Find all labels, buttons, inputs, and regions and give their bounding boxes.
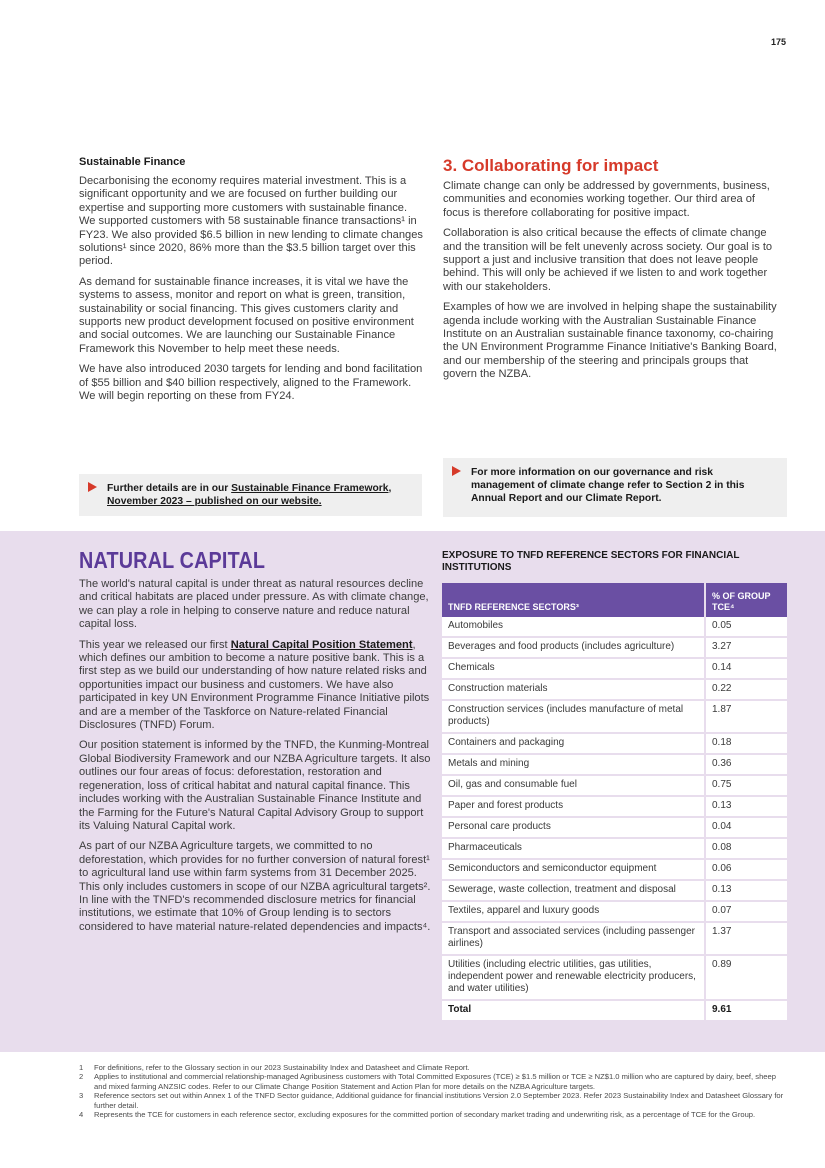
sustainable-finance-framework-link[interactable]: Sustainable Finance Framework, November 2023 – published on our website. (107, 483, 392, 507)
footnote-number: 4 (79, 1110, 84, 1120)
sector-cell: Transport and associated services (including passenger airlines) (442, 922, 705, 955)
sector-cell: Utilities (including electric utilities, gas utilities, independent power and renewable electricity producers, and water utilities) (442, 955, 705, 1000)
sector-cell: Paper and forest products (442, 796, 705, 817)
sector-cell: Chemicals (442, 658, 705, 679)
footnote-text: For definitions, refer to the Glossary section in our 2023 Sustainability Index and Datasheet and Climate Report. (94, 1063, 470, 1072)
natural-capital-paragraph-1: The world's natural capital is under threat as natural resources decline and critical habitats are placed under pressure. As with climate change, we can play a role in helping to conserve nature and reduce natural capital loss. (79, 578, 429, 631)
sustainable-finance-heading: Sustainable Finance (79, 156, 186, 168)
sustainable-finance-paragraph-2: As demand for sustainable finance increases, it is vital we have the systems to assess, monitor and report on what is green, transition, sustainability or social financing. This gives customers clarity and supports new product development focused on positive environment and social outcomes. We are launching our Sustainable Finance Framework this November to help meet these needs. (79, 275, 414, 355)
footnote (79, 1072, 789, 1091)
sustainable-finance-paragraph-1: Decarbonising the economy requires material investment. This is a significant opportunity and we are focused on further building our expertise and supporting more customers with sustainable finance. We supported customers with 58 sustainable finance transactions¹ in FY23. We also provided $6.5 billion in new lending to climate changes solutions¹ since 2020, 86% more than the $3.5 billion target over this period. (79, 175, 423, 268)
table-total-row (442, 1000, 787, 1021)
collaborating-section (443, 156, 783, 389)
table-row (442, 817, 787, 838)
red-arrow-icon (452, 466, 461, 476)
footnote-number: 2 (79, 1072, 84, 1082)
natural-capital-position-statement-link[interactable]: Natural Capital Position Statement (230, 638, 413, 651)
callout-text: Further details are in our (107, 483, 232, 494)
footnote-number: 3 (79, 1091, 84, 1101)
tce-value-cell: 0.07 (705, 901, 787, 922)
collaborating-paragraph-3: Examples of how we are involved in helping shape the sustainability agenda include working with the Australian Sustainable Finance Institute on an Australian sustainable finance taxonomy, co-chairing the UN Environment Programme Finance Initiative's Banking Board, and our membership of the steering and principals groups that govern the NZBA. (443, 301, 777, 381)
page-number: 175 (770, 37, 786, 47)
sector-cell: Containers and packaging (442, 733, 705, 754)
tce-value-cell: 0.36 (705, 754, 787, 775)
paragraph-text: , which defines our ambition to become a nature positive bank. This is a first step as we build our understanding of how nature related risks and opportunities impact our business and customers. We have also participated in key UN Environment Programme Finance Initiative pilots and are a member of the Taskforce on Nature-related Financial Disclosures (TNFD) Forum. (79, 638, 430, 732)
table-row (442, 859, 787, 880)
sector-cell: Beverages and food products (includes agriculture) (442, 637, 705, 658)
table-row (442, 754, 787, 775)
table-row (442, 637, 787, 658)
sector-cell: Metals and mining (442, 754, 705, 775)
sustainable-finance-section (79, 156, 424, 411)
tnfd-exposure-table (442, 583, 787, 1022)
tce-value-cell: 0.89 (705, 955, 787, 1000)
table-title: EXPOSURE TO TNFD REFERENCE SECTORS FOR FINANCIAL INSTITUTIONS (442, 550, 740, 573)
footnote-text: Reference sectors set out within Annex 1 of the TNFD Sector guidance, Additional guidance for financial institutions Version 2.0 September 2023. Refer 2023 Sustainability Index and Datasheet Glossary for further detail. (94, 1091, 784, 1110)
sustainable-finance-callout (79, 474, 422, 516)
sector-cell: Automobiles (442, 617, 705, 637)
governance-callout-text: For more information on our governance and risk management of climate change refer to Section 2 in this Annual Report and our Climate Report. (471, 467, 745, 504)
collaborating-paragraph-2: Collaboration is also critical because the effects of climate change and the transition will be felt unevenly across society. Our goal is to support a just and inclusive transition that does not leave people behind. This will only be achieved if we listen to and work together with our stakeholders. (443, 227, 773, 293)
tce-value-cell: 0.04 (705, 817, 787, 838)
sector-cell: Construction materials (442, 679, 705, 700)
column-header-sectors: TNFD REFERENCE SECTORS³ (442, 583, 705, 617)
footnote (79, 1110, 789, 1119)
collaborating-paragraph-1: Climate change can only be addressed by governments, business, communities and economies working together. Our third area of focus is therefore collaborating for positive impact. (443, 180, 770, 219)
table-row (442, 775, 787, 796)
tce-value-cell: 0.14 (705, 658, 787, 679)
table-row (442, 796, 787, 817)
tce-value-cell: 3.27 (705, 637, 787, 658)
table-row (442, 679, 787, 700)
total-value: 9.61 (705, 1000, 787, 1021)
table-row (442, 617, 787, 637)
tce-value-cell: 0.13 (705, 880, 787, 901)
tce-value-cell: 0.06 (705, 859, 787, 880)
table-row (442, 955, 787, 1000)
table-row (442, 838, 787, 859)
tce-value-cell: 0.05 (705, 617, 787, 637)
governance-callout (443, 458, 787, 517)
footnotes (79, 1063, 789, 1119)
tce-value-cell: 0.75 (705, 775, 787, 796)
natural-capital-heading: NATURAL CAPITAL (79, 547, 266, 573)
sector-cell: Pharmaceuticals (442, 838, 705, 859)
sector-cell: Semiconductors and semiconductor equipment (442, 859, 705, 880)
natural-capital-paragraph-2 (79, 639, 432, 733)
sector-cell: Construction services (includes manufacture of metal products) (442, 700, 705, 733)
footnote (79, 1091, 789, 1110)
tce-value-cell: 0.08 (705, 838, 787, 859)
footnote (79, 1063, 789, 1072)
footnote-text: Applies to institutional and commercial relationship-managed Agribusiness customers with Total Committed Exposures (TCE) ≥ $1.5 million or TCE ≥ NZ$1.0 million who are captured by dairy, beef, sheep and mixed farming ANZSIC codes. Refer to our Climate Change Position Statement and Action Plan for more details on the NZBA Agriculture targets. (94, 1072, 776, 1091)
footnote-number: 1 (79, 1063, 84, 1072)
tce-value-cell: 0.13 (705, 796, 787, 817)
natural-capital-paragraph-3: Our position statement is informed by the TNFD, the Kunming-Montreal Global Biodiversity Framework and our NZBA Agriculture targets. It also outlines our four areas of focus: deforestation, restoration and regeneration, loss of critical habitat and natural capital finance. This includes working with the Australian Sustainable Finance Institute and the Farming for the Future's Natural Capital Advisory Group to support its Valuing Natural Capital work. (79, 739, 431, 832)
tce-value-cell: 0.18 (705, 733, 787, 754)
table-row (442, 700, 787, 733)
tce-value-cell: 1.37 (705, 922, 787, 955)
tce-value-cell: 1.87 (705, 700, 787, 733)
total-label: Total (442, 1000, 705, 1021)
sector-cell: Oil, gas and consumable fuel (442, 775, 705, 796)
red-arrow-icon (88, 482, 97, 492)
table-header-row (442, 583, 787, 617)
collaborating-heading: 3. Collaborating for impact (443, 156, 659, 175)
table-row (442, 901, 787, 922)
table-row (442, 922, 787, 955)
table-row (442, 658, 787, 679)
sector-cell: Personal care products (442, 817, 705, 838)
tce-value-cell: 0.22 (705, 679, 787, 700)
table-row (442, 733, 787, 754)
sector-cell: Sewerage, waste collection, treatment and disposal (442, 880, 705, 901)
natural-capital-paragraph-4: As part of our NZBA Agriculture targets, we committed to no deforestation, which provides for no further conversion of natural forest¹ to agricultural land use within farm systems from 31 December 2025. This only includes customers in scope of our NZBA agricultural targets². In line with the TNFD's recommended disclosure metrics for financial institutions, we estimate that 10% of Group lending is to sectors considered to have material nature-related dependencies and impacts⁴. (79, 840, 431, 933)
natural-capital-section (79, 547, 432, 941)
table-row (442, 880, 787, 901)
column-header-tce: % OF GROUP TCE⁴ (705, 583, 787, 617)
footnote-text: Represents the TCE for customers in each reference sector, excluding exposures for the committed portion of secondary market trading and underwriting risk, as a percentage of TCE for the Group. (94, 1110, 756, 1120)
sector-cell: Textiles, apparel and luxury goods (442, 901, 705, 922)
paragraph-text: This year we released our first (79, 638, 231, 651)
sustainable-finance-paragraph-3: We have also introduced 2030 targets for lending and bond facilitation of $55 billion and $40 billion respectively, aligned to the Framework. We will begin reporting on these from FY24. (79, 363, 423, 403)
